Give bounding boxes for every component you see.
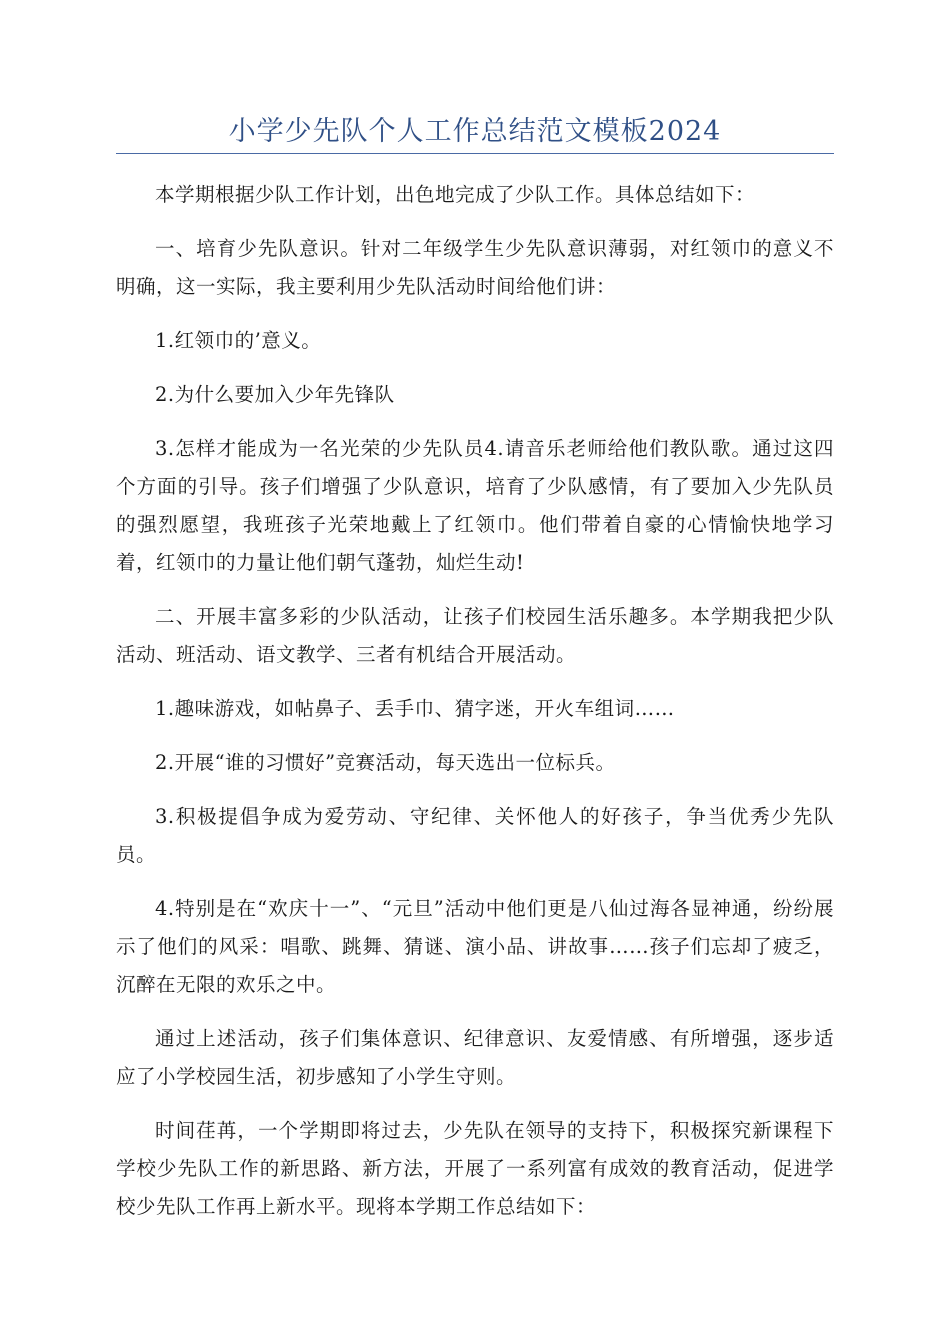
- document-title: 小学少先队个人工作总结范文模板2024: [228, 116, 722, 147]
- paragraph: 2.开展“谁的习惯好”竞赛活动，每天选出一位标兵。: [155, 751, 616, 774]
- paragraph: 3.积极提倡争成为爱劳动、守纪律、关怀他人的好孩子，争当优秀少先队员。: [116, 805, 834, 866]
- paragraph: 本学期根据少队工作计划，出色地完成了少队工作。具体总结如下：: [155, 183, 756, 206]
- document-page: [116, 112, 834, 1242]
- paragraph: 1.趣味游戏，如帖鼻子、丢手巾、猜字迷，开火车组词……: [155, 697, 675, 720]
- paragraph: 3.怎样才能成为一名光荣的少先队员4.请音乐老师给他们教队歌。通过这四个方面的引导。孩子们增强了少队意识，培育了少队感情，有了要加入少先队员的强烈愿望，我班孩子光荣地戴上了红领巾。他们带着自豪的心情愉快地学习着，红领巾的力量让他们朝气蓬勃，灿烂生动!: [116, 437, 834, 574]
- paragraph: 时间荏苒，一个学期即将过去，少先队在领导的支持下，积极探究新课程下学校少先队工作的新思路、新方法，开展了一系列富有成效的教育活动，促进学校少先队工作再上新水平。现将本学期工作总结如下：: [116, 1119, 834, 1218]
- title-underline: [116, 153, 834, 154]
- paragraph: 二、开展丰富多彩的少队活动，让孩子们校园生活乐趣多。本学期我把少队活动、班活动、语文教学、三者有机结合开展活动。: [116, 605, 834, 666]
- paragraph: 一、培育少先队意识。针对二年级学生少先队意识薄弱，对红领巾的意义不明确，这一实际，我主要利用少先队活动时间给他们讲：: [116, 237, 834, 298]
- paragraph: 1.红领巾的’意义。: [155, 329, 322, 352]
- paragraph: 4.特别是在“欢庆十一”、“元旦”活动中他们更是八仙过海各显神通，纷纷展示了他们的风采：唱歌、跳舞、猜谜、演小品、讲故事……孩子们忘却了疲乏，沉醉在无限的欢乐之中。: [116, 897, 834, 996]
- paragraph: 通过上述活动，孩子们集体意识、纪律意识、友爱情感、有所增强，逐步适应了小学校园生活，初步感知了小学生守则。: [116, 1027, 834, 1088]
- paragraph: 2.为什么要加入少年先锋队: [155, 383, 395, 406]
